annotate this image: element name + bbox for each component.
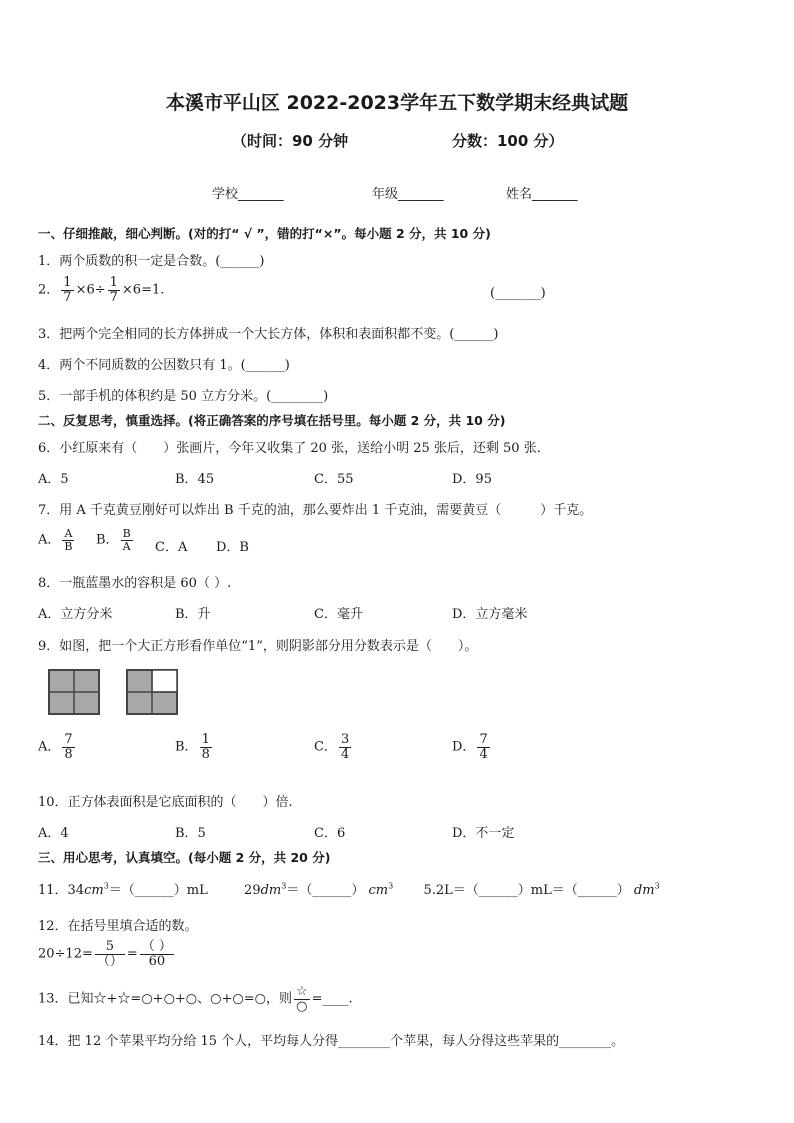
q6-option-c[interactable]: C．55: [314, 472, 354, 487]
section3-heading: 三、用心思考，认真填空。(每小题 2 分，共 20 分): [38, 850, 331, 865]
q7-b-prefix: B．: [96, 532, 119, 548]
q2-f2-den: 7: [109, 289, 118, 305]
q8-option-d[interactable]: D．立方毫米: [452, 607, 528, 622]
question-1: 1．两个质数的积一定是合数。(______): [38, 254, 265, 269]
q13-num: ☆: [295, 984, 308, 999]
q7-b-num: B: [122, 527, 131, 540]
q7-option-c[interactable]: C．A: [155, 540, 188, 555]
q2-prefix: 2．: [38, 282, 60, 298]
q11-dm-exp: 3: [281, 881, 287, 891]
q7-a-fraction: [62, 528, 74, 552]
q9-option-a[interactable]: [38, 733, 77, 761]
question-11: [38, 879, 660, 898]
question-4: 4．两个不同质数的公因数只有 1。(______): [38, 358, 290, 373]
q13-tail[interactable]: =____.: [311, 991, 353, 1007]
question-5: 5．一部手机的体积约是 50 立方分米。(________): [38, 389, 329, 404]
question-14: 14．把 12 个苹果平均分给 15 个人，平均每人分得________个苹果，每人分得这些苹果的________。: [38, 1034, 625, 1049]
school-field[interactable]: 学校_______: [212, 187, 284, 202]
q9-d-num: 7: [479, 732, 488, 747]
q11-part-e: 5.2L＝（______）mL＝（______）: [423, 883, 630, 898]
q9-c-den: 4: [340, 746, 350, 762]
q9-d-den: 4: [479, 746, 488, 762]
q11-part-d: ＝（______）: [286, 883, 365, 898]
q8-option-b[interactable]: B．升: [175, 607, 211, 622]
q13-fraction: [294, 985, 310, 1013]
q2-f1-den: 7: [63, 289, 72, 305]
q9-b-num: 1: [201, 732, 210, 747]
exam-time: （时间：90 分钟: [232, 132, 349, 150]
q9-fig2-blank-cell: [152, 670, 177, 692]
question-2: [38, 276, 164, 304]
question-13: [38, 985, 353, 1013]
q9-d-prefix: D．: [452, 739, 476, 755]
q10-option-d[interactable]: D．不一定: [452, 826, 515, 841]
q11-unit-cm-2: cm: [368, 883, 389, 898]
q9-b-fraction: [200, 733, 212, 761]
page-title: 本溪市平山区 2022-2023学年五下数学期末经典试题: [165, 92, 629, 114]
question-7: 7．用 A 千克黄豆刚好可以炸出 B 千克的油，那么要炸出 1 千克油，需要黄豆（ ）千克。: [38, 503, 593, 518]
q9-c-fraction: [339, 733, 351, 761]
q9-a-fraction: [62, 733, 74, 761]
name-field[interactable]: 姓名_______: [506, 187, 578, 202]
grade-field[interactable]: 年级_______: [372, 187, 444, 202]
question-9: 9．如图，把一个大正方形看作单位“1”，则阴影部分用分数表示是（ ）。: [38, 639, 478, 654]
q6-option-b[interactable]: B．45: [175, 472, 215, 487]
q9-option-d[interactable]: [452, 733, 492, 761]
q12-f2-num[interactable]: （ ）: [141, 939, 172, 954]
q9-option-c[interactable]: [314, 733, 353, 761]
q9-a-prefix: A．: [38, 739, 61, 755]
q8-option-c[interactable]: C．毫升: [314, 607, 363, 622]
q9-c-prefix: C．: [314, 739, 337, 755]
q12-expr: 20÷12=: [38, 946, 93, 962]
q13-den: ○: [296, 998, 308, 1014]
q7-a-num: A: [62, 528, 74, 541]
question-10: 10．正方体表面积是它底面积的（ ）倍.: [38, 795, 293, 810]
q9-figure-full-shaded: [48, 669, 100, 715]
section1-heading: 一、仔细推敲，细心判断。(对的打“ √ ”，错的打“×”。每小题 2 分，共 10 分): [38, 226, 491, 241]
q7-b-fraction: [121, 528, 133, 552]
q12-expression: [38, 940, 176, 968]
q2-f2-num: 1: [109, 275, 118, 290]
q9-d-fraction: [477, 733, 489, 761]
q11-dm-exp-2: 3: [654, 881, 660, 891]
q10-option-a[interactable]: A．4: [38, 826, 69, 841]
q10-option-b[interactable]: B．5: [175, 826, 206, 841]
q2-fraction-2: [108, 276, 120, 304]
q2-answer-blank[interactable]: (_______): [490, 286, 546, 301]
question-3: 3．把两个完全相同的长方体拼成一个大长方体，体积和表面积都不变。(______): [38, 327, 499, 342]
q7-a-den: B: [64, 539, 73, 553]
q9-c-num: 3: [340, 732, 350, 747]
q9-option-b[interactable]: [175, 733, 214, 761]
q9-a-den: 8: [64, 746, 73, 762]
q11-cm-exp-2: 3: [388, 881, 394, 891]
q7-option-d[interactable]: D．B: [216, 540, 249, 555]
q13-prefix: 13．已知☆+☆=○+○+○、○+○=○，则: [38, 991, 292, 1007]
q9-b-den: 8: [201, 746, 210, 762]
exam-score: 分数：100 分）: [452, 132, 564, 150]
q11-part-b: ＝（______）mL: [108, 883, 208, 898]
q6-option-d[interactable]: D．95: [452, 472, 492, 487]
q7-a-prefix: A．: [38, 532, 61, 548]
q9-a-num: 7: [64, 732, 73, 747]
q11-part-c: 29: [244, 883, 261, 898]
q12-f1-num: 5: [95, 940, 125, 955]
q9-b-prefix: B．: [175, 739, 198, 755]
q2-mid: ×6÷: [75, 282, 106, 298]
q11-cm-exp: 3: [103, 881, 109, 891]
q11-unit-cm: cm: [84, 883, 104, 898]
question-6: 6．小红原来有（ ）张画片，今年又收集了 20 张，送给小明 25 张后，还剩 50 张．: [38, 441, 550, 456]
q9-figure-three-quarters: [126, 669, 178, 715]
q7-option-b[interactable]: [96, 528, 135, 552]
q12-fraction-1: [95, 940, 125, 968]
q8-option-a[interactable]: A．立方分米: [38, 607, 113, 622]
section2-heading: 二、反复思考，慎重选择。(将正确答案的序号填在括号里。每小题 2 分，共 10 分): [38, 413, 506, 428]
q7-option-a[interactable]: [38, 528, 76, 552]
question-12: 12．在括号里填合适的数。: [38, 919, 198, 934]
q11-unit-dm: dm: [260, 883, 282, 898]
q2-f1-num: 1: [63, 275, 72, 290]
q10-option-c[interactable]: C．6: [314, 826, 346, 841]
q11-unit-dm-2: dm: [633, 883, 655, 898]
q6-option-a[interactable]: A．5: [38, 472, 69, 487]
q7-b-den: A: [122, 539, 131, 553]
q11-part-a: 11．34: [38, 883, 85, 898]
q12-fraction-2: [140, 940, 174, 968]
q12-f1-den[interactable]: （）: [96, 953, 123, 969]
q12-f2-den: 60: [148, 953, 166, 969]
question-8: 8．一瓶蓝墨水的容积是 60（ ）.: [38, 576, 232, 591]
q2-fraction-1: [61, 276, 73, 304]
q12-eq: =: [126, 946, 138, 962]
q2-tail: ×6=1.: [121, 282, 165, 298]
